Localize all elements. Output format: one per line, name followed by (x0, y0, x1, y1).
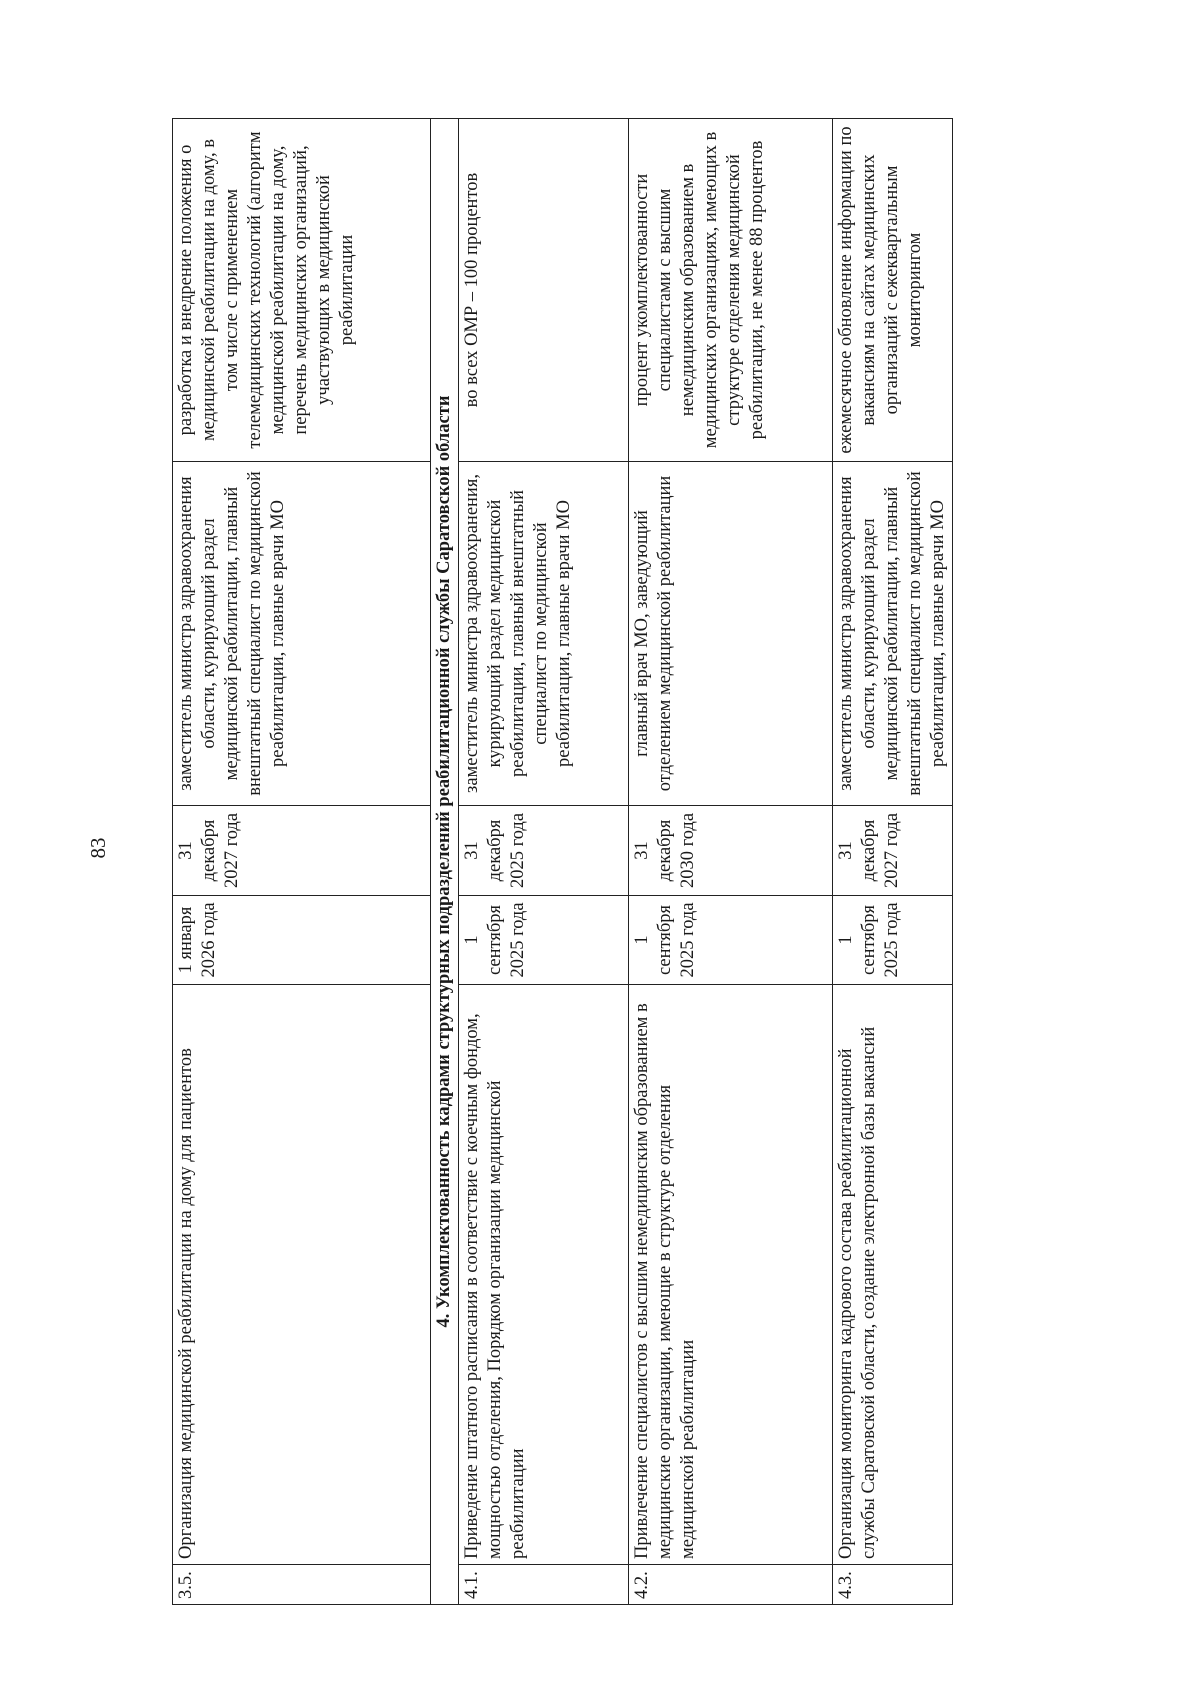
row-number: 4.1. (459, 1565, 629, 1605)
end-date-cell: 31 декабря 2027 года (173, 806, 431, 896)
start-date-cell: 1 сентября 2025 года (629, 896, 833, 985)
table-row-4-1 (459, 119, 629, 1605)
section-header-row (431, 119, 459, 1605)
table-row-4-3 (833, 119, 953, 1605)
responsible-cell: заместитель министра здравоохранения области, курирующий раздел медицинской реабилитации, главный внештатный специалист по медицинской реабилитации, главные врачи МО (833, 462, 953, 806)
event-cell: Привлечение специалистов с высшим немедицинским образованием в медицинские организации, имеющие в структуре отделения медицинской реабилитации (629, 985, 833, 1565)
plan-table-rotated (172, 119, 946, 1605)
end-date-cell: 31 декабря 2027 года (833, 806, 953, 896)
row-number: 4.3. (833, 1565, 953, 1605)
row-number: 3.5. (173, 1565, 431, 1605)
event-cell: Организация мониторинга кадрового состава реабилитационной службы Саратовской области, создание электронной базы вакансий (833, 985, 953, 1565)
start-date-cell: 1 сентября 2025 года (459, 896, 629, 985)
end-date-cell: 31 декабря 2025 года (459, 806, 629, 896)
start-date-cell: 1 января 2026 года (173, 896, 431, 985)
end-date-cell: 31 декабря 2030 года (629, 806, 833, 896)
responsible-cell: заместитель министра здравоохранения, курирующий раздел медицинской реабилитации, главный внештатный специалист по медицинской реабилитации, главные врачи МО (459, 462, 629, 806)
event-cell: Организация медицинской реабилитации на дому для пациентов (173, 985, 431, 1565)
measures-table (172, 118, 953, 1605)
page-number: 83 (86, 837, 110, 859)
result-cell: ежемесячное обновление информации по вакансиям на сайтах медицинских организаций с ежеквартальным мониторингом (833, 119, 953, 462)
result-cell: разработка и внедрение положения о медицинской реабилитации на дому, в том числе с применением телемедицинских технологий (алгоритм медицинской реабилитации на дому, перечень медицинских организаций, участвующих в медицинской реабилитации (173, 119, 431, 462)
event-cell: Приведение штатного расписания в соответствие с коечным фондом, мощностью отделения, Порядком организации медицинской реабилитации (459, 985, 629, 1565)
responsible-cell: заместитель министра здравоохранения области, курирующий раздел медицинской реабилитации, главный внештатный специалист по медицинской реабилитации, главные врачи МО (173, 462, 431, 806)
result-cell: процент укомплектованности специалистами с высшим немедицинским образованием в медицинских организациях, имеющих в структуре отделения медицинской реабилитации, не менее 88 процентов (629, 119, 833, 462)
table-row-3-5 (173, 119, 431, 1605)
table-row-4-2 (629, 119, 833, 1605)
start-date-cell: 1 сентября 2025 года (833, 896, 953, 985)
row-number: 4.2. (629, 1565, 833, 1605)
section-title: 4. Укомплектованность кадрами структурных подразделений реабилитационной службы Саратовской области (431, 119, 459, 1605)
result-cell: во всех ОМР – 100 процентов (459, 119, 629, 462)
responsible-cell: главный врач МО, заведующий отделением медицинской реабилитации (629, 462, 833, 806)
